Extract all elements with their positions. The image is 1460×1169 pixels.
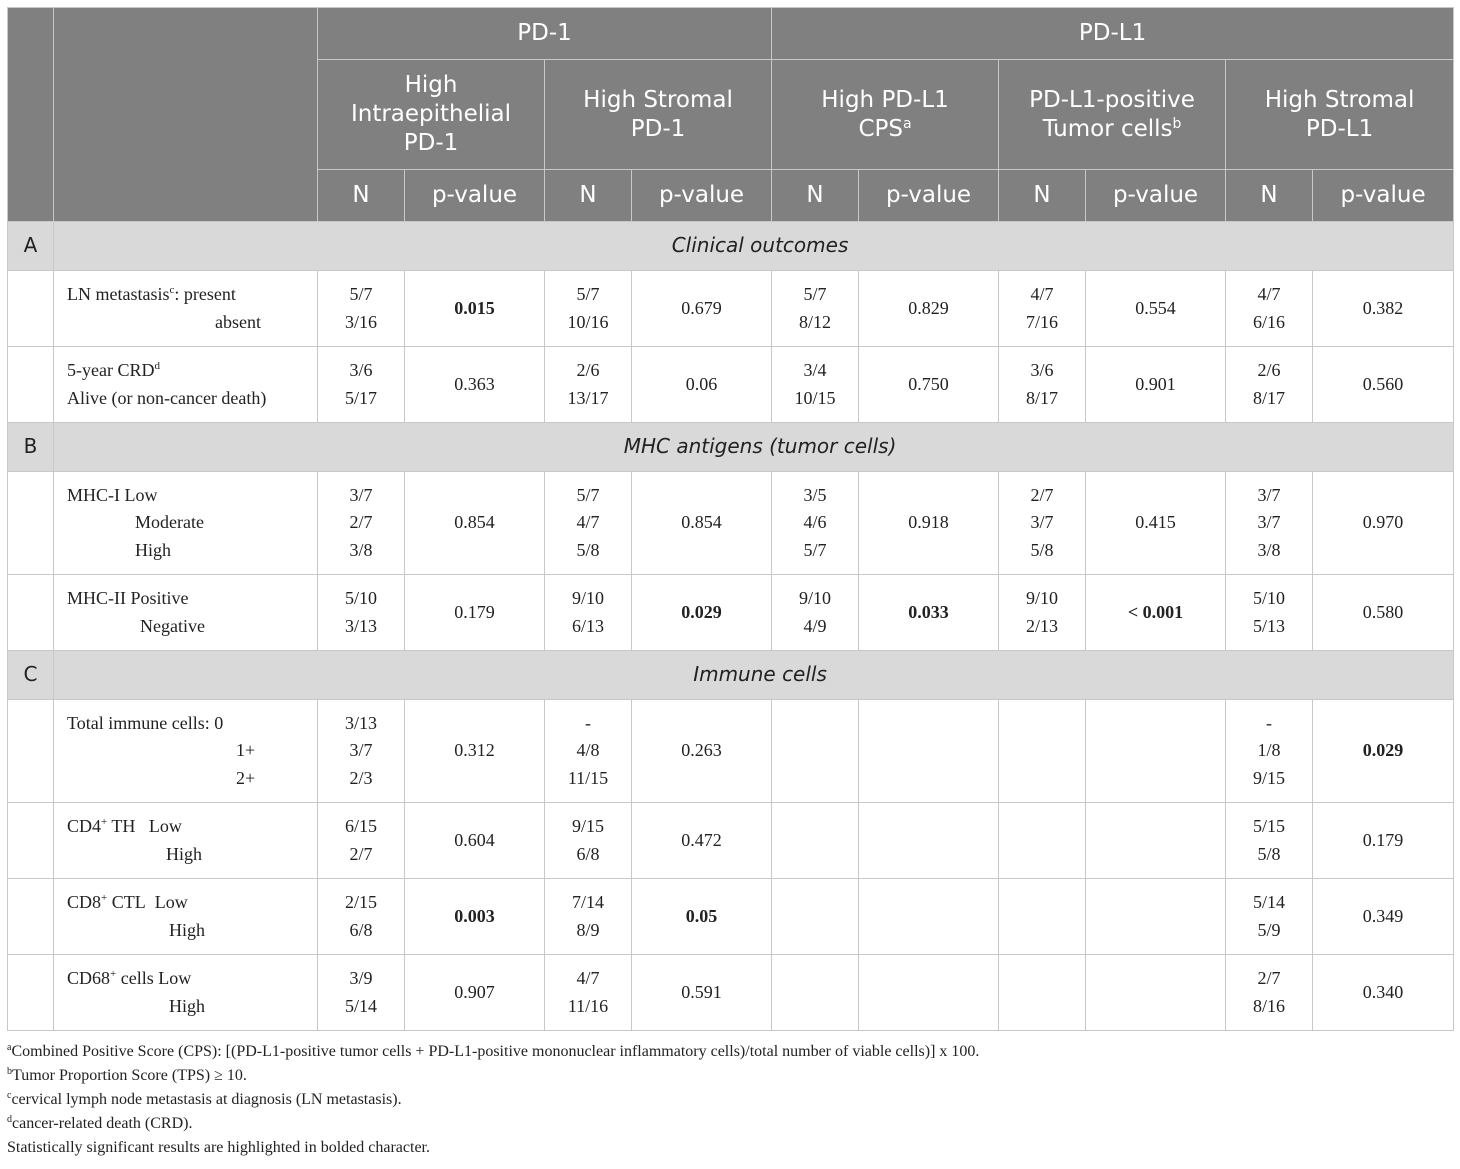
table-container (7, 7, 1453, 1031)
p-value-cell (1086, 955, 1226, 1031)
n-value: - (1266, 712, 1273, 733)
header-subgroup-text: PD-L1 (1305, 115, 1374, 142)
n-value: 10/16 (567, 311, 609, 332)
n-value: 9/15 (571, 816, 604, 836)
p-value-cell (859, 879, 999, 955)
footnote-marker: a (902, 115, 912, 132)
n-value: 2/7 (1030, 484, 1054, 505)
n-cell (1226, 955, 1313, 1031)
footnote-text: cancer-related death (CRD). (12, 1115, 193, 1132)
n-cell (772, 575, 859, 651)
row-label-text: CD68 (67, 968, 111, 988)
n-cell (772, 803, 859, 879)
row-label-text: CD4 (67, 816, 102, 836)
n-value: 3/16 (344, 311, 377, 332)
header-n: N (1226, 170, 1313, 222)
row-label-line (67, 585, 317, 613)
row-blank (8, 955, 54, 1031)
table-row (8, 472, 1454, 575)
row-blank (8, 700, 54, 803)
p-value-cell: 0.580 (1313, 575, 1454, 651)
footnote (7, 1112, 1453, 1136)
n-value: 4/7 (1257, 284, 1281, 304)
row-label-text: 2+ (236, 767, 256, 788)
header-n: N (318, 170, 405, 222)
row-label-line (67, 889, 317, 917)
header-p-value: p-value (632, 170, 772, 222)
n-cell (772, 879, 859, 955)
row-label (54, 472, 318, 575)
n-value: 5/7 (803, 284, 827, 304)
footnote (7, 1088, 1453, 1112)
row-blank (8, 472, 54, 575)
p-value-cell: 0.382 (1313, 271, 1454, 347)
p-value-cell (1086, 879, 1226, 955)
n-cell (318, 347, 405, 423)
n-value: 6/15 (344, 816, 377, 836)
header-subgroup-line (999, 86, 1225, 115)
p-value-cell: 0.679 (632, 271, 772, 347)
n-value: 5/13 (1253, 615, 1286, 636)
footnote-marker: c (169, 284, 175, 296)
row-label-line (67, 281, 317, 309)
row-label-text: : present (174, 284, 236, 304)
p-value-cell (859, 955, 999, 1031)
footnote-marker: + (101, 892, 108, 904)
p-value-cell: 0.854 (405, 472, 545, 575)
n-value: 3/13 (344, 615, 377, 636)
row-label-text: 5-year CRD (67, 360, 155, 380)
row-label-text: TH Low (107, 816, 182, 836)
n-value: 2/15 (344, 892, 377, 912)
p-value-cell: 0.015 (405, 271, 545, 347)
row-label-line (67, 385, 317, 413)
n-cell (999, 955, 1086, 1031)
n-value: - (585, 712, 591, 733)
row-label-text: MHC-II Positive (67, 588, 189, 608)
row-label-line (67, 737, 317, 765)
n-value: 3/7 (349, 740, 373, 761)
n-cell (545, 271, 632, 347)
n-value: 5/10 (344, 588, 377, 608)
header-subgroup-line (999, 115, 1225, 144)
n-value: 5/10 (1253, 588, 1286, 608)
n-value: 3/6 (1030, 360, 1054, 380)
footnote (7, 1136, 1453, 1160)
n-value: 2/13 (1026, 615, 1059, 636)
n-value: 5/7 (576, 284, 600, 304)
n-value: 4/7 (576, 968, 600, 988)
row-label-text: Moderate (135, 512, 204, 533)
n-value: 3/7 (1257, 512, 1281, 533)
row-label-text: High (169, 919, 205, 940)
header-subgroup-text: High Stromal (583, 86, 733, 113)
header-p-value: p-value (1086, 170, 1226, 222)
header-subgroup-text: CPS (858, 115, 903, 142)
row-label-line (67, 993, 317, 1021)
row-label-text: CTL Low (107, 892, 188, 912)
n-cell (318, 575, 405, 651)
row-label (54, 803, 318, 879)
p-value-cell: 0.560 (1313, 347, 1454, 423)
p-value-cell: 0.033 (859, 575, 999, 651)
n-value: 7/16 (1026, 311, 1059, 332)
n-cell (1226, 472, 1313, 575)
row-blank (8, 575, 54, 651)
n-value: 4/7 (1030, 284, 1054, 304)
n-value: 8/16 (1253, 995, 1286, 1016)
header-subgroup (772, 60, 999, 170)
p-value-cell: 0.029 (632, 575, 772, 651)
n-value: 8/9 (576, 919, 600, 940)
p-value-cell: 0.591 (632, 955, 772, 1031)
header-blank-corner (8, 8, 54, 222)
header-subgroup-text: Intraepithelial (350, 101, 512, 127)
footnote-text: Statistically significant results are highlighted in bolded character. (7, 1139, 430, 1156)
n-cell (999, 347, 1086, 423)
header-subgroup-line (545, 86, 771, 115)
header-group-pd1: PD-1 (318, 8, 772, 60)
n-value: 7/14 (571, 892, 604, 912)
p-value-cell: 0.349 (1313, 879, 1454, 955)
results-table (7, 7, 1454, 1031)
p-value-cell: 0.003 (405, 879, 545, 955)
row-label-line (67, 965, 317, 993)
n-cell (318, 803, 405, 879)
header-subgroup-line (318, 129, 544, 158)
p-value-cell: 0.854 (632, 472, 772, 575)
table-row (8, 879, 1454, 955)
n-value: 5/14 (1253, 892, 1286, 912)
footnote-marker: d (154, 360, 160, 372)
n-cell (1226, 879, 1313, 955)
row-label-text: Alive (or non-cancer death) (67, 387, 267, 408)
header-subgroup-line (1226, 86, 1453, 115)
footnote-marker: a (7, 1042, 12, 1053)
footnote-marker: + (110, 968, 117, 980)
n-value: 4/6 (803, 512, 827, 533)
p-value-cell: 0.340 (1313, 955, 1454, 1031)
n-cell (1226, 575, 1313, 651)
row-blank (8, 271, 54, 347)
header-subgroup-text: Tumor cells (1042, 115, 1173, 142)
header-subgroup-text: PD-L1-positive (1029, 86, 1195, 113)
row-blank (8, 803, 54, 879)
table-row (8, 955, 1454, 1031)
n-value: 8/17 (1026, 387, 1059, 408)
row-label-text: High (166, 843, 202, 864)
n-value: 11/16 (567, 995, 609, 1016)
section-title: Clinical outcomes (54, 222, 1454, 271)
header-subgroup (999, 60, 1226, 170)
n-cell (545, 472, 632, 575)
n-cell (318, 700, 405, 803)
n-value: 5/7 (576, 484, 600, 505)
n-cell (545, 575, 632, 651)
section-row (8, 423, 1454, 472)
n-value: 3/7 (1257, 484, 1281, 505)
p-value-cell: 0.029 (1313, 700, 1454, 803)
p-value-cell: 0.970 (1313, 472, 1454, 575)
table-row (8, 347, 1454, 423)
n-value: 5/15 (1253, 816, 1286, 836)
table-row (8, 803, 1454, 879)
row-label-line (67, 765, 317, 793)
row-label-line (67, 813, 317, 841)
header-n: N (999, 170, 1086, 222)
n-value: 8/17 (1253, 387, 1286, 408)
n-value: 3/9 (349, 968, 373, 988)
row-label-line (67, 710, 317, 738)
section-title: MHC antigens (tumor cells) (54, 423, 1454, 472)
row-label-line (67, 357, 317, 385)
n-value: 6/16 (1253, 311, 1286, 332)
row-label (54, 347, 318, 423)
n-value: 2/6 (576, 360, 600, 380)
p-value-cell: 0.750 (859, 347, 999, 423)
row-label (54, 271, 318, 347)
row-label-line (67, 537, 317, 565)
table-row (8, 700, 1454, 803)
header-p-value: p-value (859, 170, 999, 222)
p-value-cell (1086, 700, 1226, 803)
n-value: 3/13 (344, 712, 377, 733)
row-label-text: Negative (140, 615, 205, 636)
p-value-cell (859, 803, 999, 879)
n-cell (999, 472, 1086, 575)
table-body (8, 222, 1454, 1031)
p-value-cell: 0.901 (1086, 347, 1226, 423)
p-value-cell: 0.554 (1086, 271, 1226, 347)
header-n: N (772, 170, 859, 222)
n-value: 9/10 (1026, 588, 1059, 608)
footnotes (7, 1040, 1453, 1160)
n-cell (999, 575, 1086, 651)
row-label (54, 955, 318, 1031)
footnote-marker: c (7, 1090, 12, 1101)
footnote-marker: b (1172, 115, 1182, 132)
header-group-pdl1: PD-L1 (772, 8, 1454, 60)
footnote-text: cervical lymph node metastasis at diagnosis (LN metastasis). (11, 1091, 402, 1108)
n-value: 5/8 (576, 539, 600, 560)
n-cell (772, 472, 859, 575)
row-label (54, 700, 318, 803)
footnote-marker: d (7, 1114, 12, 1125)
n-value: 9/15 (1253, 767, 1286, 788)
n-cell (999, 271, 1086, 347)
n-cell (545, 700, 632, 803)
section-letter: B (8, 423, 54, 472)
n-value: 5/17 (344, 387, 377, 408)
p-value-cell (859, 700, 999, 803)
n-value: 5/8 (1030, 539, 1054, 560)
table-header (8, 8, 1454, 222)
p-value-cell: 0.918 (859, 472, 999, 575)
n-value: 5/8 (1257, 843, 1281, 864)
table-row (8, 575, 1454, 651)
n-cell (318, 271, 405, 347)
header-subgroup-text: High Stromal (1264, 86, 1415, 113)
header-subgroup-text: High PD-L1 (821, 86, 949, 113)
n-value: 3/4 (803, 360, 827, 380)
header-subgroup-line (318, 71, 544, 100)
footnote-text: Tumor Proportion Score (TPS) ≥ 10. (12, 1067, 247, 1084)
table-row (8, 271, 1454, 347)
n-value: 3/5 (803, 484, 827, 505)
n-cell (999, 803, 1086, 879)
header-p-value: p-value (405, 170, 545, 222)
row-label-line (67, 309, 317, 337)
row-label-text: MHC-I Low (67, 484, 158, 505)
n-cell (999, 879, 1086, 955)
n-cell (1226, 271, 1313, 347)
p-value-cell: 0.907 (405, 955, 545, 1031)
n-value: 4/7 (576, 512, 600, 533)
n-cell (1226, 347, 1313, 423)
row-label-text: absent (215, 311, 261, 332)
n-value: 2/7 (1257, 968, 1281, 988)
n-value: 11/15 (567, 767, 609, 788)
row-label-line (67, 841, 317, 869)
n-value: 6/8 (576, 843, 600, 864)
p-value-cell: 0.179 (405, 575, 545, 651)
header-subgroup (1226, 60, 1454, 170)
row-blank (8, 879, 54, 955)
n-value: 5/14 (344, 995, 377, 1016)
n-value: 8/12 (799, 311, 832, 332)
row-label (54, 575, 318, 651)
header-subgroup-line (1226, 115, 1453, 144)
p-value-cell: 0.312 (405, 700, 545, 803)
footnote-marker: + (101, 816, 108, 828)
n-value: 3/7 (349, 484, 373, 505)
n-value: 9/10 (571, 588, 604, 608)
n-cell (318, 879, 405, 955)
row-label-text: 1+ (236, 740, 256, 761)
header-p-value: p-value (1313, 170, 1454, 222)
header-subgroup-line (772, 115, 998, 144)
n-cell (545, 347, 632, 423)
n-value: 10/15 (794, 387, 836, 408)
p-value-cell: 0.604 (405, 803, 545, 879)
n-value: 2/7 (349, 843, 373, 864)
n-value: 3/8 (349, 539, 373, 560)
row-label-text: High (169, 995, 205, 1016)
header-subgroup-text: PD-1 (403, 130, 459, 156)
n-cell (318, 472, 405, 575)
n-value: 2/7 (349, 512, 373, 533)
n-cell (1226, 803, 1313, 879)
n-value: 3/6 (349, 360, 373, 380)
p-value-cell: 0.06 (632, 347, 772, 423)
row-label-line (67, 613, 317, 641)
section-row (8, 222, 1454, 271)
n-value: 5/9 (1257, 919, 1281, 940)
n-cell (545, 803, 632, 879)
n-cell (318, 955, 405, 1031)
n-cell (772, 347, 859, 423)
header-subgroup (318, 60, 545, 170)
n-value: 4/9 (803, 615, 827, 636)
n-value: 6/13 (571, 615, 604, 636)
n-value: 2/6 (1257, 360, 1281, 380)
p-value-cell: 0.363 (405, 347, 545, 423)
row-label-text: LN metastasis (67, 284, 170, 304)
footnote-text: Combined Positive Score (CPS): [(PD-L1-positive tumor cells + PD-L1-positive mononuclear inflammatory cells)/total number of viable cells)] x 100. (11, 1043, 980, 1060)
row-label-text: High (135, 539, 171, 560)
n-cell (772, 700, 859, 803)
footnote-marker: b (7, 1066, 12, 1077)
header-subgroup-line (318, 100, 544, 129)
p-value-cell: < 0.001 (1086, 575, 1226, 651)
section-letter: A (8, 222, 54, 271)
row-label (54, 879, 318, 955)
header-subgroup-text: High (404, 72, 458, 98)
footnote (7, 1064, 1453, 1088)
header-subgroup-line (545, 115, 771, 144)
n-value: 1/8 (1257, 740, 1281, 761)
n-cell (999, 700, 1086, 803)
n-cell (545, 879, 632, 955)
n-cell (1226, 700, 1313, 803)
row-label-text: cells Low (116, 968, 192, 988)
n-value: 2/3 (349, 767, 373, 788)
header-blank-label (54, 8, 318, 222)
section-row (8, 651, 1454, 700)
p-value-cell: 0.472 (632, 803, 772, 879)
n-value: 5/7 (803, 539, 827, 560)
p-value-cell (1086, 803, 1226, 879)
n-value: 6/8 (349, 919, 373, 940)
p-value-cell: 0.05 (632, 879, 772, 955)
row-label-text: Total immune cells: 0 (67, 712, 224, 733)
p-value-cell: 0.263 (632, 700, 772, 803)
n-value: 3/7 (1030, 512, 1054, 533)
n-value: 4/8 (576, 740, 600, 761)
header-subgroup-line (772, 86, 998, 115)
p-value-cell: 0.415 (1086, 472, 1226, 575)
section-letter: C (8, 651, 54, 700)
header-subgroup-text: PD-1 (630, 115, 686, 142)
n-value: 3/8 (1257, 539, 1281, 560)
n-value: 13/17 (567, 387, 609, 408)
n-value: 5/7 (349, 284, 373, 304)
n-cell (772, 955, 859, 1031)
n-cell (772, 271, 859, 347)
row-label-line (67, 509, 317, 537)
row-label-line (67, 917, 317, 945)
n-cell (545, 955, 632, 1031)
row-label-line (67, 482, 317, 510)
footnote (7, 1040, 1453, 1064)
row-blank (8, 347, 54, 423)
header-subgroup (545, 60, 772, 170)
section-title: Immune cells (54, 651, 1454, 700)
p-value-cell: 0.829 (859, 271, 999, 347)
p-value-cell: 0.179 (1313, 803, 1454, 879)
row-label-text: CD8 (67, 892, 102, 912)
n-value: 9/10 (799, 588, 832, 608)
header-n: N (545, 170, 632, 222)
